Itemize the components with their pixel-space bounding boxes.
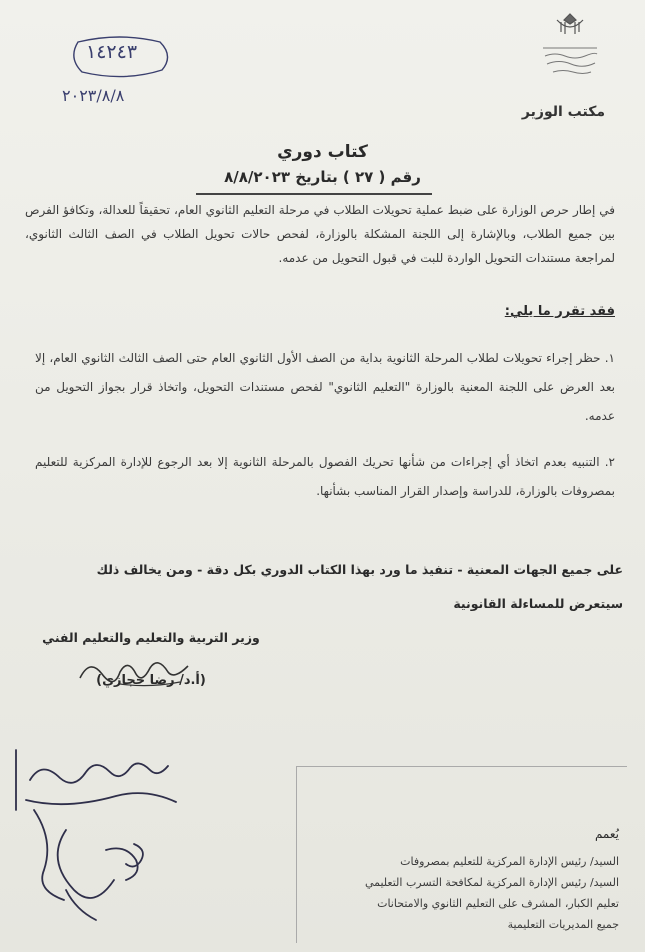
decision-item-2 — [35, 448, 615, 506]
list-item: السيد/ رئيس الإدارة المركزية لمكافحة التسرب التعليمي — [364, 876, 619, 889]
signatory-title: وزير التربية والتعليم والتعليم الفني — [42, 630, 260, 645]
list-item: جميع المديريات التعليمية — [507, 918, 619, 931]
decision-item-1 — [35, 344, 615, 431]
distribution-list — [309, 851, 619, 935]
signatory-name: (أ.د/ رضا حجازي) — [96, 673, 206, 688]
distribution-box — [296, 766, 627, 943]
item-text: حظر إجراء تحويلات لطلاب المرحلة الثانوية بداية من الصف الأول الثانوي العام حتى الصف الثالث الثانوي العام، إلا بعد العرض على اللجنة المعنية بالوزارة "التعليم الثانوي" لفحص مستندات التحويل، واتخاذ قرار بجواز التحويل من عدمه. — [35, 351, 615, 423]
circular-number: رقم ( ٢٧ ) بتاريخ ٨/٨/٢٠٢٣ — [224, 168, 421, 186]
item-text: التنبيه بعدم اتخاذ أي إجراءات من شأنها تحريك الفصول بالمرحلة الثانوية إلا بعد الرجوع للإدارة المركزية للتعليم بمصروفات بالوزارة، للدراسة وإصدار القرار المناسب بشأنها. — [35, 455, 615, 498]
office-heading: مكتب الوزير — [521, 104, 605, 120]
distribution-heading: يُعمم — [594, 827, 619, 841]
decision-heading: فقد تقرر ما يلي: — [504, 304, 615, 319]
closing-line-2: سيتعرض للمساءلة القانونية — [453, 596, 623, 611]
registry-number: ١٤٢٤٣ — [86, 41, 138, 63]
registry-date: ٢٠٢٣/٨/٨ — [62, 86, 125, 105]
circular-title: كتاب دوري — [277, 142, 368, 162]
intro-paragraph: في إطار حرص الوزارة على ضبط عملية تحويلات الطلاب في مرحلة التعليم الثانوي العام، تحقيقاً للعدالة، وتكافؤ الفرص بين جميع الطلاب، وبالإشارة إلى اللجنة المشكلة بالوزارة، لفحص حالات تحويل الطلاب في الصف الثالث الثانوي، لمراجعة مستندات التحويل الواردة للبت في قبول التحويل من عدمه. — [25, 203, 615, 265]
closing-line-1: على جميع الجهات المعنية - تنفيذ ما ورد بهذا الكتاب الدوري بكل دقة - ومن يخالف ذلك — [96, 562, 623, 577]
list-item: السيد/ رئيس الإدارة المركزية للتعليم بمصروفات — [400, 855, 619, 868]
item-number: ١. — [604, 351, 615, 365]
item-number: ٢. — [604, 455, 615, 469]
handwritten-note-icon — [6, 740, 206, 930]
ministry-emblem-icon — [535, 8, 605, 98]
title-underline — [196, 193, 432, 195]
minister-signature-icon — [60, 650, 230, 690]
list-item: تعليم الكبار، المشرف على التعليم الثانوي والامتحانات — [377, 897, 619, 910]
